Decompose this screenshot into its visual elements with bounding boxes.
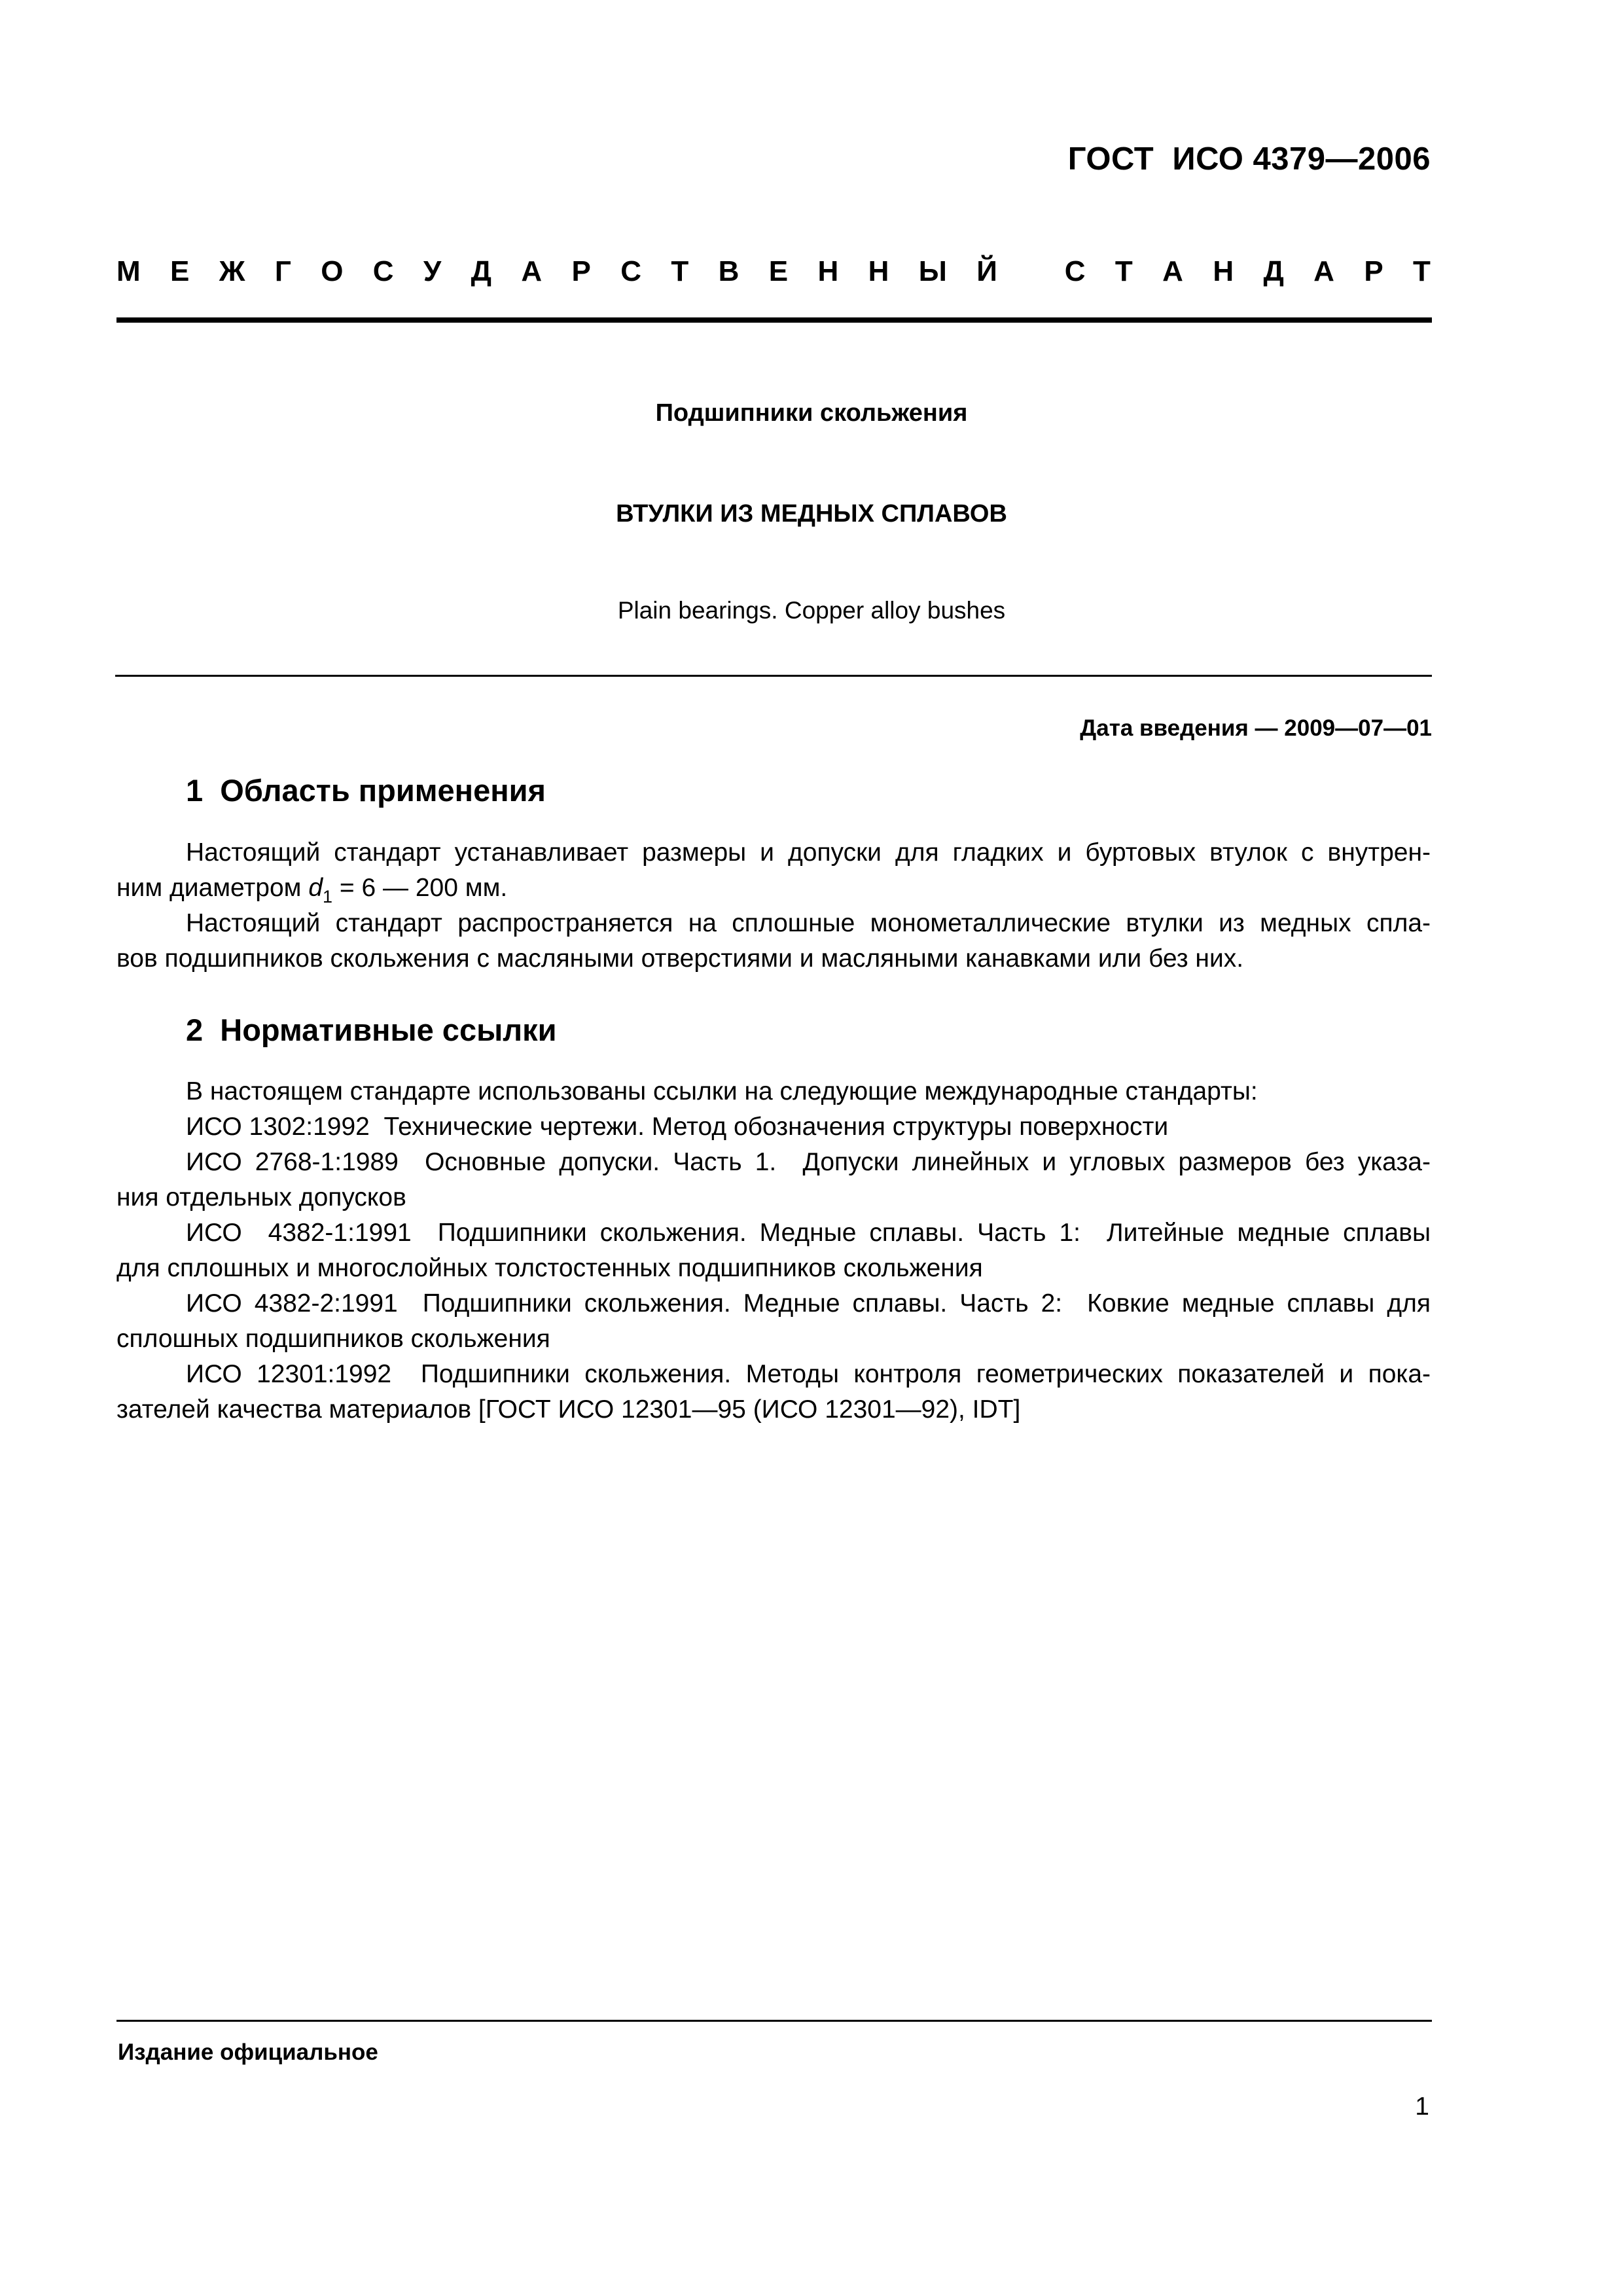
reference-item: ИСО 1302:1992 Технические чертежи. Метод обозначения структуры поверхности bbox=[186, 1113, 1169, 1141]
section-1-paragraph-2-line-1: Настоящий стандарт распространяется на сплошные монометаллические втулки из медных спла- bbox=[186, 909, 1431, 937]
banner-letter: Т bbox=[1413, 255, 1431, 287]
reference-item: ИСО 2768-1:1989 Основные допуски. Часть 1. Допуски линейных и угловых размеров без указа- bbox=[186, 1148, 1431, 1176]
section-1-paragraph-1-line-1: Настоящий стандарт устанавливает размеры и допуски для гладких и буртовых втулок с внутрен- bbox=[186, 838, 1431, 867]
reference-item-continuation: ния отдельных допусков bbox=[116, 1183, 406, 1211]
banner-letter: Д bbox=[471, 255, 492, 287]
banner-letter: Г bbox=[274, 255, 291, 287]
header-divider bbox=[116, 317, 1432, 323]
text-fragment: ним диаметром bbox=[116, 874, 309, 902]
section-2-intro: В настоящем стандарте использованы ссылки на следующие международные стандарты: bbox=[186, 1077, 1258, 1105]
reference-item-continuation: зателей качества материалов [ГОСТ ИСО 12301—95 (ИСО 12301—92), IDT] bbox=[116, 1395, 1021, 1424]
document-title: Подшипники скольжения bbox=[655, 399, 968, 427]
banner-letter: Т bbox=[1115, 255, 1133, 287]
banner-letter: Е bbox=[170, 255, 190, 287]
banner-letter: Т bbox=[671, 255, 689, 287]
section-2-heading: 2 Нормативные ссылки bbox=[186, 1013, 557, 1047]
banner-letter: А bbox=[521, 255, 543, 287]
footer-divider bbox=[116, 2020, 1432, 2022]
diameter-subscript: 1 bbox=[323, 887, 333, 906]
document-number: ГОСТ ИСО 4379—2006 bbox=[1067, 141, 1431, 177]
reference-item: ИСО 4382-2:1991 Подшипники скольжения. Медные сплавы. Часть 2: Ковкие медные сплавы для bbox=[186, 1289, 1431, 1318]
banner-letter: А bbox=[1313, 255, 1334, 287]
diameter-symbol: d bbox=[308, 874, 323, 902]
banner-letter: Ы bbox=[918, 255, 947, 287]
banner-letter: М bbox=[116, 255, 141, 287]
banner-letter: Ж bbox=[219, 255, 245, 287]
document-subtitle: ВТУЛКИ ИЗ МЕДНЫХ СПЛАВОВ bbox=[616, 500, 1007, 528]
banner-letter: Н bbox=[868, 255, 889, 287]
banner-gap bbox=[1027, 255, 1035, 288]
english-title: Plain bearings. Copper alloy bushes bbox=[617, 597, 1006, 624]
banner-letter: Р bbox=[571, 255, 591, 287]
banner-letter: Р bbox=[1364, 255, 1383, 287]
reference-item: ИСО 12301:1992 Подшипники скольжения. Методы контроля геометрических показателей и пока- bbox=[186, 1360, 1431, 1388]
reference-item-continuation: сплошных подшипников скольжения bbox=[116, 1325, 550, 1353]
text-fragment: = 6 — 200 мм. bbox=[332, 874, 508, 902]
banner-letter: Н bbox=[817, 255, 839, 287]
banner-letter: У bbox=[423, 255, 442, 287]
page-number: 1 bbox=[1415, 2092, 1429, 2121]
banner-letter: А bbox=[1162, 255, 1183, 287]
banner-letter: С bbox=[372, 255, 394, 287]
title-divider bbox=[115, 675, 1432, 677]
reference-item: ИСО 4382-1:1991 Подшипники скольжения. Медные сплавы. Часть 1: Литейные медные сплавы bbox=[186, 1219, 1431, 1247]
section-1-heading: 1 Область применения bbox=[186, 773, 546, 808]
introduction-date: Дата введения — 2009—07—01 bbox=[1080, 715, 1432, 741]
section-1-paragraph-1-line-2 bbox=[116, 874, 507, 907]
standard-type-banner bbox=[116, 255, 1431, 288]
banner-letter: С bbox=[1064, 255, 1086, 287]
banner-letter: О bbox=[321, 255, 344, 287]
banner-letter: Й bbox=[976, 255, 997, 287]
banner-letter: Н bbox=[1213, 255, 1234, 287]
banner-letter: С bbox=[620, 255, 642, 287]
banner-letter: Е bbox=[768, 255, 789, 287]
banner-letter: В bbox=[718, 255, 740, 287]
section-1-paragraph-2-line-2: вов подшипников скольжения с масляными отверстиями и масляными канавками или без них. bbox=[116, 944, 1244, 973]
edition-label: Издание официальное bbox=[118, 2039, 378, 2065]
banner-letter: Д bbox=[1263, 255, 1284, 287]
reference-item-continuation: для сплошных и многослойных толстостенных подшипников скольжения bbox=[116, 1254, 983, 1282]
